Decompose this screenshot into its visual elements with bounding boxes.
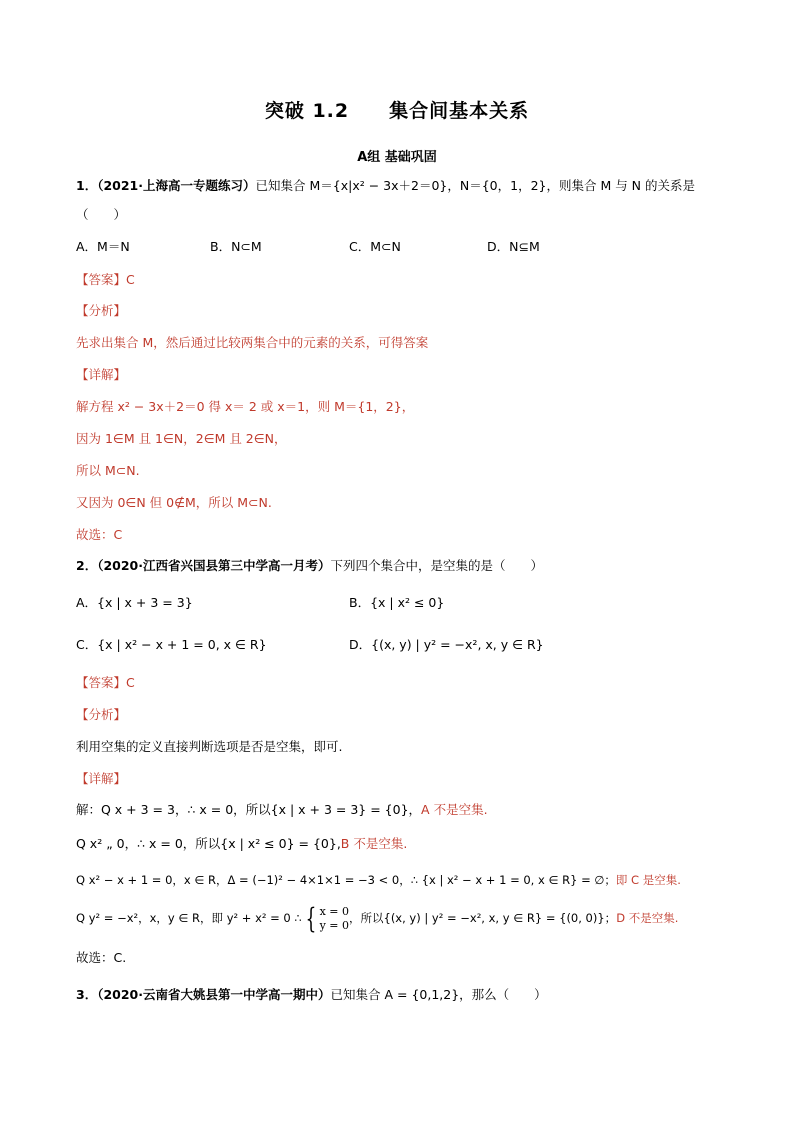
- q2-option-d: D．{(x, y) | y² = −x², x, y ∈ R}: [349, 637, 544, 652]
- question-1-stem: [76, 176, 695, 196]
- question-3-stem: [76, 985, 547, 1005]
- question-text: 下列四个集合中，是空集的是（ ）: [330, 558, 544, 573]
- q1-detail-label: 【详解】: [76, 367, 127, 382]
- q1-analysis: 先求出集合 M，然后通过比较两集合中的元素的关系，可得答案: [76, 335, 429, 350]
- left-brace: {: [305, 901, 316, 935]
- title-part1: 突破 1.2: [264, 100, 350, 122]
- q1-detail-line-1: 解方程 x² − 3x＋2＝0 得 x＝ 2 或 x＝1，则 M＝{1，2}，: [76, 399, 415, 414]
- case-2: y = 0: [319, 918, 349, 932]
- q1-detail-line-4: 又因为 0∈N 但 0∉M，所以 M⊂N.: [76, 495, 272, 510]
- q1-detail-line-5: 故选：C: [76, 527, 123, 542]
- q2-option-c: C．{x | x² − x + 1 = 0, x ∈ R}: [76, 637, 267, 652]
- q2-conclusion: 故选：C.: [76, 950, 127, 965]
- q2-detail-1-verdict: A 不是空集.: [421, 802, 488, 817]
- q2-detail-2-text: Q x² „ 0，∴ x = 0，所以{x | x² ≤ 0} = {0},: [76, 836, 341, 851]
- q1-option-d: D．N⊆M: [487, 239, 540, 254]
- q2-detail-1-text: 解：Q x + 3 = 3，∴ x = 0，所以{x | x + 3 = 3} = {0}，: [76, 802, 422, 817]
- q2-analysis: 利用空集的定义直接判断选项是否是空集，即可.: [76, 739, 343, 754]
- case-system: [320, 905, 349, 933]
- section-heading: A组 基础巩固: [357, 150, 437, 165]
- page-title: [0, 96, 794, 123]
- q2-detail-line-1: [76, 800, 488, 820]
- question-source: （2020·江西省兴国县第三中学高一月考）: [97, 558, 331, 573]
- question-source: （2021·上海高一专题练习）: [97, 178, 256, 193]
- case-1: x = 0: [319, 904, 349, 918]
- q1-detail-line-2: 因为 1∈M 且 1∈N，2∈M 且 2∈N，: [76, 431, 287, 446]
- question-number: 2．: [76, 558, 98, 573]
- q2-detail-3-text: Q x² − x + 1 = 0，x ∈ R，Δ = (−1)² − 4×1×1 = −3 < 0，∴ {x | x² − x + 1 = 0, x ∈ R} = ∅；: [76, 873, 616, 887]
- q1-analysis-label: 【分析】: [76, 303, 127, 318]
- q2-option-b: B．{x | x² ≤ 0}: [349, 595, 445, 610]
- q2-detail-4-text: Q y² = −x²，x，y ∈ R，即 y² + x² = 0 ∴: [76, 911, 302, 925]
- q2-detail-line-3: [76, 870, 681, 890]
- q1-detail-line-3: 所以 M⊂N.: [76, 463, 140, 478]
- q2-option-a: A．{x | x + 3 = 3}: [76, 595, 193, 610]
- question-2-stem: [76, 556, 543, 576]
- q2-detail-label: 【详解】: [76, 771, 127, 786]
- q2-detail-4-cont: ，所以{(x, y) | y² = −x², x, y ∈ R} = {(0, 0)}；: [349, 911, 617, 925]
- question-source: （2020·云南省大姚县第一中学高一期中）: [97, 987, 331, 1002]
- question-text: 已知集合 A = {0,1,2}，那么（ ）: [330, 987, 547, 1002]
- q1-answer: 【答案】C: [76, 272, 135, 287]
- title-part2: 集合间基本关系: [389, 100, 530, 122]
- q1-option-c: C．M⊂N: [349, 239, 401, 254]
- q2-detail-3-verdict: 即 C 是空集.: [615, 873, 681, 887]
- q2-detail-4-verdict: D 不是空集.: [616, 911, 679, 925]
- q2-analysis-label: 【分析】: [76, 707, 127, 722]
- question-1-paren: （ ）: [76, 207, 127, 222]
- q1-option-b: B．N⊂M: [210, 239, 262, 254]
- question-text: 已知集合 M＝{x|x² − 3x＋2＝0}，N＝{0，1，2}，则集合 M 与 N 的关系是: [255, 178, 696, 193]
- question-number: 1．: [76, 178, 98, 193]
- question-number: 3．: [76, 987, 98, 1002]
- q2-detail-line-4: [76, 902, 678, 934]
- q2-detail-line-2: [76, 834, 407, 854]
- q2-answer: 【答案】C: [76, 675, 135, 690]
- q1-option-a: A．M＝N: [76, 239, 130, 254]
- q2-detail-2-verdict: B 不是空集.: [340, 836, 408, 851]
